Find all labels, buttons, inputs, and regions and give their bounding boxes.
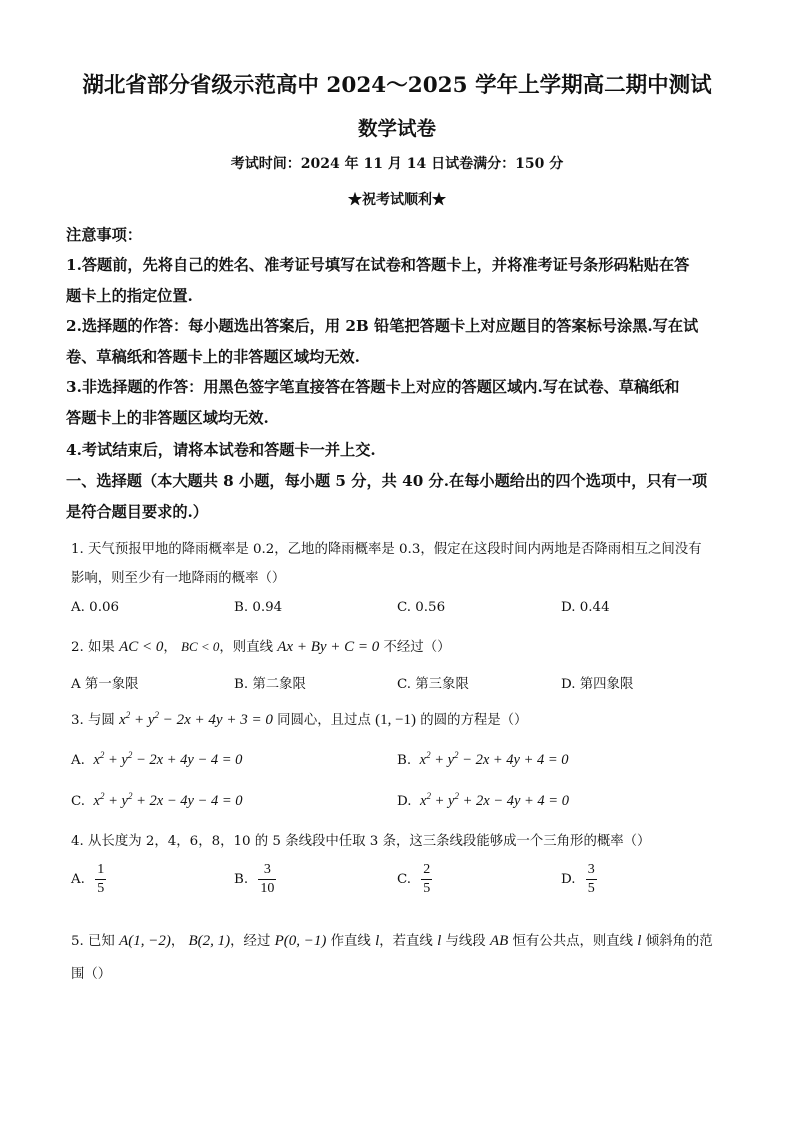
exam-title: 湖北省部分省级示范高中 2024～2025 学年上学期高二期中测试 xyxy=(82,73,712,98)
q1-option-d: D. 0.44 xyxy=(561,600,610,615)
question-2: 2. 如果 AC < 0， BC < 0，则直线 Ax + By + C = 0 不经过（） xyxy=(71,639,451,655)
circle-equation: $x^2 + y^2 - 2x + 4y + 3 = 0$ xyxy=(119,710,273,728)
q3-option-a: A. $x^2 + y^2 - 2x + 4y - 4 = 0$ xyxy=(71,750,243,768)
q1-option-a: A. 0.06 xyxy=(71,600,119,615)
condition-ac: AC < 0 xyxy=(119,639,164,655)
note-line: 答题卡上的非答题区域均无效. xyxy=(66,409,269,427)
line-l: l xyxy=(375,933,380,949)
q2-option-b: B. 第二象限 xyxy=(234,677,306,692)
note-line: 卷、草稿纸和答题卡上的非答题区域均无效. xyxy=(66,348,360,366)
question-1-line: 1. 天气预报甲地的降雨概率是 0.2，乙地的降雨概率是 0.3，假定在这段时间内两地是否降雨相互之间没有 xyxy=(71,542,702,557)
q4-option-c: C. $\frac{2}{5}$ xyxy=(397,862,431,896)
exam-info: 考试时间：2024 年 11 月 14 日试卷满分：150 分 xyxy=(230,156,564,172)
question-5-line: 围（） xyxy=(71,967,112,982)
question-5: 5. 已知 A(1, −2)， B(2, 1)，经过 P(0, −1) 作直线 l，若直线 l 与线段 AB 恒有公共点，则直线 l 倾斜角的范 xyxy=(71,933,713,949)
q3-option-b: B. $x^2 + y^2 - 2x + 4y + 4 = 0$ xyxy=(397,750,569,768)
condition-bc: BC < 0 xyxy=(181,639,220,654)
q2-option-a: A 第一象限 xyxy=(71,677,139,692)
q3-option-d: D. $x^2 + y^2 + 2x - 4y + 4 = 0$ xyxy=(397,791,569,809)
q3-option-c: C. $x^2 + y^2 + 2x - 4y - 4 = 0$ xyxy=(71,791,243,809)
point-p: P(0, −1) xyxy=(274,933,327,949)
blessing-text: ★祝考试顺利★ xyxy=(348,192,446,208)
note-line: 3.非选择题的作答：用黑色签字笔直接答在答题卡上对应的答题区域内.写在试卷、草稿纸和 xyxy=(66,378,680,396)
q1-option-b: B. 0.94 xyxy=(234,600,283,615)
line-l: l xyxy=(437,933,442,949)
question-1-line: 影响，则至少有一地降雨的概率（） xyxy=(71,571,286,586)
note-line: 题卡上的指定位置. xyxy=(66,287,193,305)
q4-option-a: A. $\frac{1}{5}$ xyxy=(71,862,105,896)
q4-option-b: B. $\frac{3}{10}$ xyxy=(234,862,275,896)
note-line: 4.考试结束后，请将本试卷和答题卡一并上交. xyxy=(66,441,376,459)
note-line: 1.答题前，先将自己的姓名、准考证号填写在试卷和答题卡上，并将准考证号条形码粘贴在答 xyxy=(66,256,690,274)
note-line: 2.选择题的作答：每小题选出答案后，用 2B 铅笔把答题卡上对应题目的答案标号涂黑.写在试 xyxy=(66,317,699,335)
point-a: A(1, −2) xyxy=(119,933,171,949)
section-heading: 一、选择题（本大题共 8 小题，每小题 5 分，共 40 分.在每小题给出的四个选项中，只有一项 xyxy=(66,472,708,490)
line-equation: Ax + By + C = 0 xyxy=(277,639,380,655)
segment-ab: AB xyxy=(489,933,509,949)
question-4: 4. 从长度为 2，4，6，8，10 的 5 条线段中任取 3 条，这三条线段能够成一个三角形的概率（） xyxy=(71,834,651,849)
exam-subtitle: 数学试卷 xyxy=(357,117,436,140)
section-heading: 是符合题目要求的.） xyxy=(66,503,208,521)
q2-option-c: C. 第三象限 xyxy=(397,677,469,692)
q2-option-d: D. 第四象限 xyxy=(561,677,634,692)
q4-option-d: D. $\frac{3}{5}$ xyxy=(561,862,595,896)
point-coordinates: (1, −1) xyxy=(375,712,417,728)
notes-heading: 注意事项： xyxy=(66,226,142,244)
point-b: B(2, 1) xyxy=(188,933,231,949)
question-3: 3. 与圆 $x^2 + y^2 - 2x + 4y + 3 = 0$ 同圆心，且过点 (1, −1) 的圆的方程是（） xyxy=(71,710,528,728)
line-l: l xyxy=(637,933,642,949)
q1-option-c: C. 0.56 xyxy=(397,600,446,615)
